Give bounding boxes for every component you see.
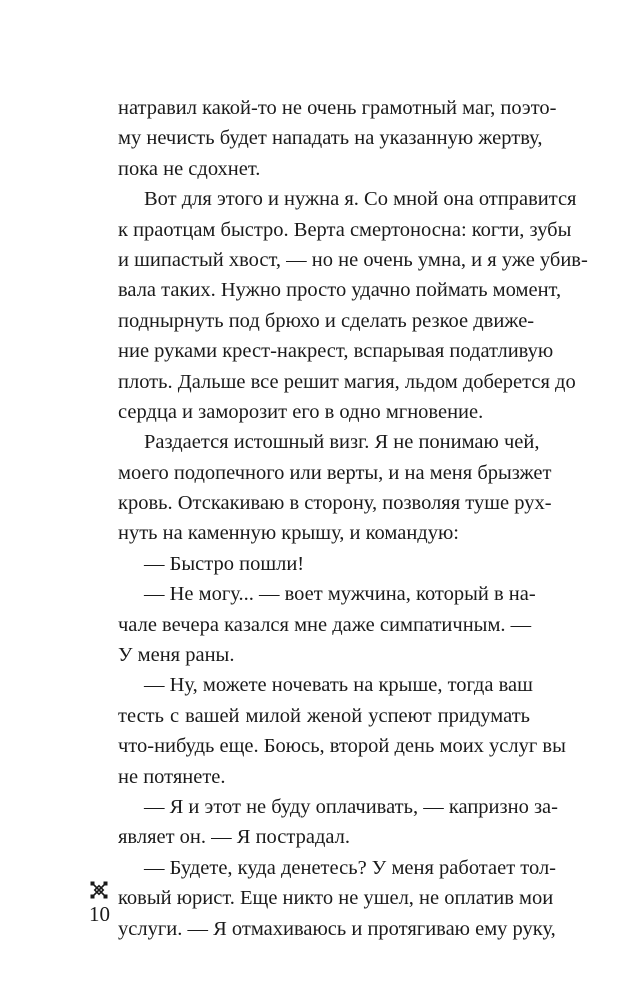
text-line: Раздается истошный визг. Я не понимаю чей,	[144, 431, 540, 454]
text-line: вала таких. Нужно просто удачно поймать момент,	[118, 279, 562, 302]
text-line: натравил какой-то не очень грамотный маг, поэто-	[118, 97, 557, 119]
page-number: 10	[89, 902, 110, 926]
text-line: кровь. Отскакиваю в сторону, позволяя туше рух-	[118, 492, 552, 515]
text-line: Вот для этого и нужна я. Со мной она отправится	[144, 188, 577, 211]
text-line: являет он. — Я пострадал.	[118, 826, 351, 849]
text-line: тесть с вашей милой женой успеют придумать	[118, 704, 530, 727]
text-line: — Не могу... — воет мужчина, который в на-	[144, 583, 536, 606]
text-line: нуть на каменную крышу, и командую:	[118, 522, 459, 545]
ornament-knot-icon	[90, 881, 108, 899]
text-line: сердца и заморозит его в одно мгновение.	[118, 400, 484, 423]
text-line: му нечисть будет нападать на указанную жертву,	[118, 127, 543, 150]
text-line: плоть. Дальше все решит магия, льдом доберется до	[118, 370, 576, 393]
text-line: и шипастый хвост, — но не очень умна, и я уже убив-	[118, 248, 588, 271]
text-line: — Я и этот не буду оплачивать, — капризно за-	[144, 795, 558, 818]
text-line: ковый юрист. Еще никто не ушел, не оплатив мои	[118, 887, 554, 910]
text-line: У меня раны.	[118, 644, 235, 667]
text-line: не потянете.	[118, 765, 226, 788]
text-line: поднырнуть под брюхо и сделать резкое движе-	[118, 309, 535, 332]
text-line: услуги. — Я отмахиваюсь и протягиваю ему руку,	[118, 917, 556, 940]
text-line: что-нибудь еще. Боюсь, второй день моих услуг вы	[118, 735, 566, 758]
text-line: — Ну, можете ночевать на крыше, тогда ваш	[144, 674, 533, 697]
text-line: чале вечера казался мне даже симпатичным. —	[118, 613, 532, 636]
text-line: ние руками крест-накрест, вспарывая податливую	[118, 340, 554, 363]
text-line: моего подопечного или верты, и на меня брызжет	[118, 461, 552, 484]
text-line: к праотцам быстро. Верта смертоносна: когти, зубы	[118, 218, 572, 241]
text-line: — Будете, куда денетесь? У меня работает тол-	[144, 856, 557, 879]
body-text	[118, 93, 588, 944]
text-line: — Быстро пошли!	[144, 552, 305, 575]
text-line: пока не сдохнет.	[118, 157, 261, 180]
